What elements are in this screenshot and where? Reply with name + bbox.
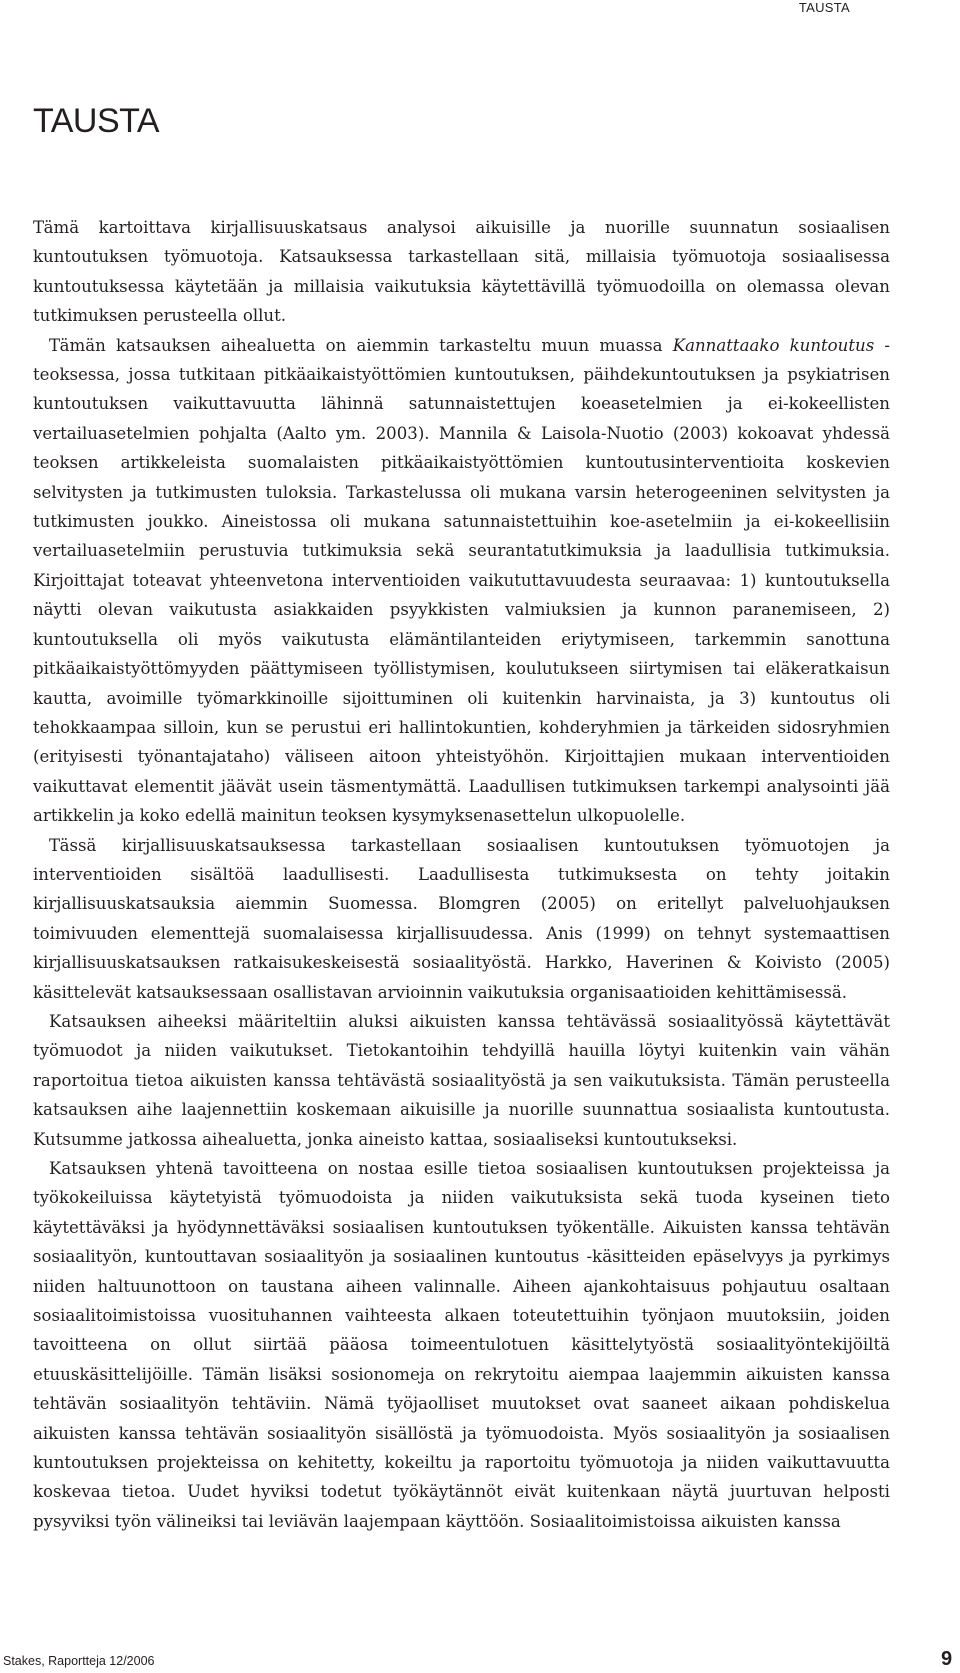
paragraph-2-rest: -teoksessa, jossa tutkitaan pitkäaikaistyöttömien kuntoutuksen, päihdekuntoutuksen ja psykiatrisen kuntoutuksen vaikuttavuutta lähinnä satunnaistettujen koeasetelmien ja ei-kokeellisten vertailuasetelmien pohjalta (Aalto ym. 2003). Mannila & Laisola-Nuotio (2003) kokoavat yhdessä teoksen artikkeleista suomalaisten pitkäaikaistyöttömien kuntoutusinterventioita koskevien selvitysten ja tutkimusten tuloksia. Tarkastelussa oli mukana varsin heterogeeninen selvitysten ja tutkimusten joukko. Aineistossa oli mukana satunnaistettuihin koe-asetelmiin ja ei-kokeellisiin vertailuasetelmiin perustuvia tutkimuksia sekä seurantatutkimuksia ja laadullisia tutkimuksia. Kirjoittajat toteavat yhteenvetona interventioiden vaikututtavuudesta seuraavaa: 1) kuntoutuksella näytti olevan vaikutusta asiakkaiden psyykkisten valmiuksien ja kunnon paranemiseen, 2) kuntoutuksella oli myös vaikutusta elämäntilanteiden eriytymiseen, tarkemmin sanottuna pitkäaikaistyöttömyyden päättymiseen työllistymisen, koulutukseen siirtymisen tai eläkeratkaisun kautta, avoimille työmarkkinoille sijoittuminen oli kuitenkin harvinaista, ja 3) kuntoutus oli tehokkaampaa silloin, kun se perustui eri hallintokuntien, kohderyhmien ja tärkeiden sidosryhmien (erityisesti työnantajataho) väliseen aitoon yhteistyöhön. Kirjoittajien mukaan interventioiden vaikuttavat elementit jäävät usein täsmentymättä. Laadullisen tutkimuksen tarkempi analysointi jää artikkelin ja koko edellä mainitun teoksen kysymyksenasettelun ulkopuolelle. — [33, 335, 890, 826]
paragraph-5: Katsauksen yhtenä tavoitteena on nostaa esille tietoa sosiaalisen kuntoutuksen projekteissa ja työkokeiluissa käytetyistä työmuodoista ja niiden vaikutuksista sekä tuoda kyseinen tieto käytettäväksi ja hyödynnettäväksi sosiaalisen kuntoutuksen työkentälle. Aikuisten kanssa tehtävän sosiaalityön, kuntouttavan sosiaalityön ja sosiaalinen kuntoutus -käsitteiden epäselvyys ja pyrkimys niiden haltuunottoon on taustana aiheen valinnalle. Aiheen ajankohtaisuus pohjautuu osaltaan sosiaalitoimistoissa vuosituhannen vaihteesta alkaen toteutettuihin työnjaon muutoksiin, joiden tavoitteena on ollut siirtää pääosa toimeentulotuen käsittelytyöstä sosiaalityöntekijöiltä etuuskäsittelijöille. Tämän lisäksi sosionomeja on rekrytoitu aiempaa laajemmin aikuisten kanssa tehtävän sosiaalityön tehtäviin. Nämä työjaolliset muutokset ovat saaneet aikaan pohdiskelua aikuisten kanssa tehtävän sosiaalityön sisällöstä ja työmuodoista. Myös sosiaalityön ja sosiaalisen kuntoutuksen projekteissa on kehitetty, kokeiltu ja raportoitu työmuotoja ja niiden vaikuttavuutta koskevaa tietoa. Uudet hyviksi todetut työkäytännöt eivät kuitenkaan näytä juurtuvan helposti pysyviksi työn välineiksi tai leviävän laajempaan käyttöön. Sosiaalitoimistoissa aikuisten kanssa — [33, 1159, 890, 1531]
body-text — [33, 213, 890, 1536]
paragraph-2-intro: Tämän katsauksen aihealuetta on aiemmin tarkasteltu muun muassa — [49, 335, 673, 355]
page-title: TAUSTA — [33, 102, 160, 140]
paragraph-2 — [33, 331, 890, 831]
paragraph-3: Tässä kirjallisuuskatsauksessa tarkastellaan sosiaalisen kuntoutuksen työmuotojen ja interventioiden sisältöä laadullisesti. Laadullisesta tutkimuksesta on tehty joitakin kirjallisuuskatsauksia aiemmin Suomessa. Blomgren (2005) on eritellyt palveluohjauksen toimivuuden elementtejä suomalaisessa kirjallisuudessa. Anis (1999) on tehnyt systemaattisen kirjallisuuskatsauksen ratkaisukeskeisestä sosiaalityöstä. Harkko, Haverinen & Koivisto (2005) käsittelevät katsauksessaan osallistavan arvioinnin vaikutuksia organisaatioiden kehittämisessä. — [33, 835, 890, 1002]
paragraph-1: Tämä kartoittava kirjallisuuskatsaus analysoi aikuisille ja nuorille suunnatun sosiaalisen kuntoutuksen työmuotoja. Katsauksessa tarkastellaan sitä, millaisia työmuotoja sosiaalisessa kuntoutuksessa käytetään ja millaisia vaikutuksia käytettävillä työmuodoilla on olemassa olevan tutkimuksen perusteella ollut. — [33, 218, 890, 326]
running-head: TAUSTA — [798, 0, 850, 15]
book-title: Kannattaako kuntoutus — [672, 335, 875, 355]
footer-publication: Stakes, Raportteja 12/2006 — [3, 1654, 155, 1668]
page-number: 9 — [941, 1648, 953, 1670]
paragraph-4: Katsauksen aiheeksi määriteltiin aluksi aikuisten kanssa tehtävässä sosiaalityössä käytettävät työmuodot ja niiden vaikutukset. Tietokantoihin tehdyillä hauilla löytyi kuitenkin vain vähän raportoitua tietoa aikuisten kanssa tehtävästä sosiaalityöstä ja sen vaikutuksista. Tämän perusteella katsauksen aihe laajennettiin koskemaan aikuisille ja nuorille suunnattua sosiaalista kuntoutusta. Kutsumme jatkossa aihealuetta, jonka aineisto kattaa, sosiaaliseksi kuntoutukseksi. — [33, 1011, 890, 1149]
